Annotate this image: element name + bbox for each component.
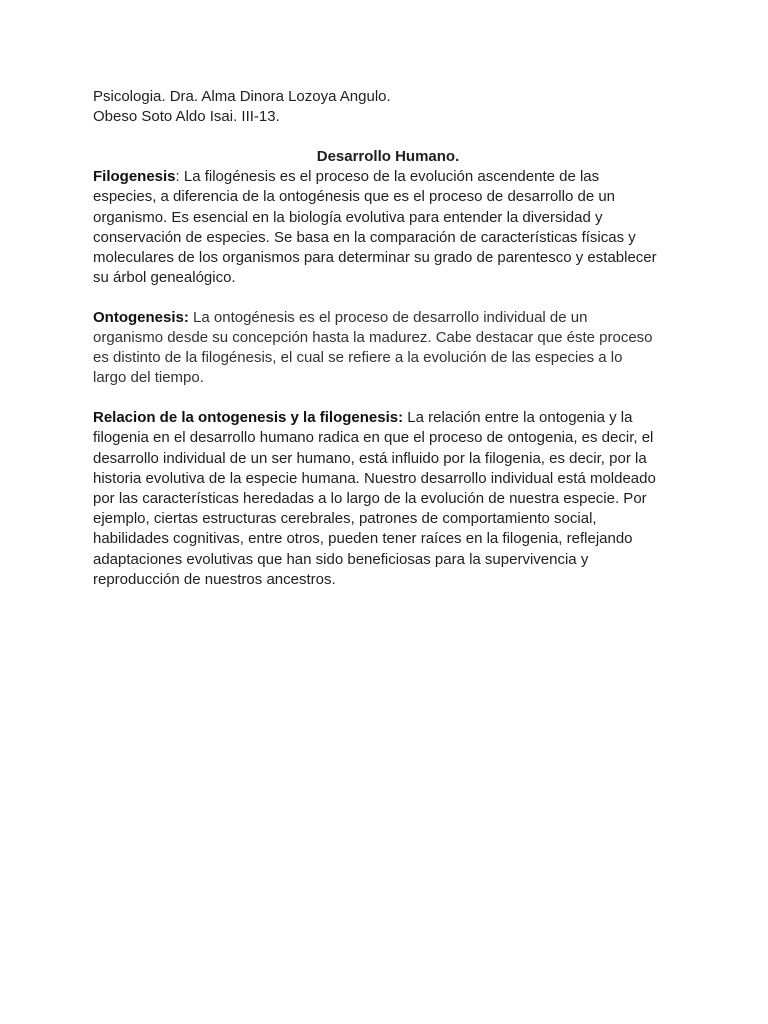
spacer: [93, 127, 683, 147]
paragraph-line: largo del tiempo.: [93, 369, 204, 387]
spacer: [93, 389, 683, 409]
paragraph-line: adaptaciones evolutivas que han sido beneficiosas para la supervivencia y: [93, 550, 589, 568]
section-relacion: [93, 408, 683, 590]
paragraph-line: historia evolutiva de la especie humana. Nuestro desarrollo individual está moldeado: [93, 469, 656, 487]
document-title: Desarrollo Humano.: [316, 147, 460, 165]
section-term: Filogenesis: [93, 168, 176, 186]
paragraph-line: ejemplo, ciertas estructuras cerebrales, patrones de comportamiento social,: [93, 510, 597, 528]
paragraph-line: reproducción de nuestros ancestros.: [93, 570, 336, 588]
paragraph-line: [93, 167, 683, 187]
paragraph-line: organismo. Es esencial en la biología evolutiva para entender la diversidad y: [93, 208, 603, 226]
paragraph-line: su árbol genealógico.: [93, 269, 236, 287]
section-term: Ontogenesis:: [93, 308, 189, 326]
section-filogenesis: [93, 167, 683, 288]
header-line-2: Obeso Soto Aldo Isai. III-13.: [93, 108, 280, 126]
paragraph-line: organismo desde su concepción hasta la madurez. Cabe destacar que éste proceso: [93, 329, 653, 347]
paragraph-line: por las características heredadas a lo largo de la evolución de nuestra especie. Por: [93, 489, 647, 507]
paragraph-line: conservación de especies. Se basa en la comparación de características físicas y: [93, 228, 636, 246]
paragraph-line: filogenia en el desarrollo humano radica en que el proceso de ontogenia, es decir, el: [93, 429, 654, 447]
spacer: [93, 288, 683, 308]
term-separator: :: [175, 168, 180, 186]
paragraph-line: es distinto de la filogénesis, el cual se refiere a la evolución de las especies a lo: [93, 349, 623, 367]
paragraph-text: La filogénesis es el proceso de la evolución ascendente de las: [179, 168, 600, 186]
paragraph-text: La ontogénesis es el proceso de desarrollo individual de un: [188, 308, 588, 326]
paragraph-line: especies, a diferencia de la ontogénesis que es el proceso de desarrollo de un: [93, 188, 616, 206]
header-line-1: Psicologia. Dra. Alma Dinora Lozoya Angulo.: [93, 88, 391, 105]
section-ontogenesis: [93, 308, 683, 389]
section-term: Relacion de la ontogenesis y la filogenesis:: [93, 409, 404, 427]
paragraph-line: [93, 308, 683, 328]
paragraph-line: habilidades cognitivas, entre otros, pueden tener raíces en la filogenia, reflejando: [93, 530, 633, 548]
paragraph-text: La relación entre la ontogenia y la: [403, 409, 633, 427]
paragraph-line: moleculares de los organismos para determinar su grado de parentesco y establecer: [93, 248, 657, 266]
paragraph-line: desarrollo individual de un ser humano, está influido por la filogenia, es decir, por la: [93, 449, 647, 467]
paragraph-line: [93, 408, 683, 428]
document-body: [93, 87, 683, 590]
